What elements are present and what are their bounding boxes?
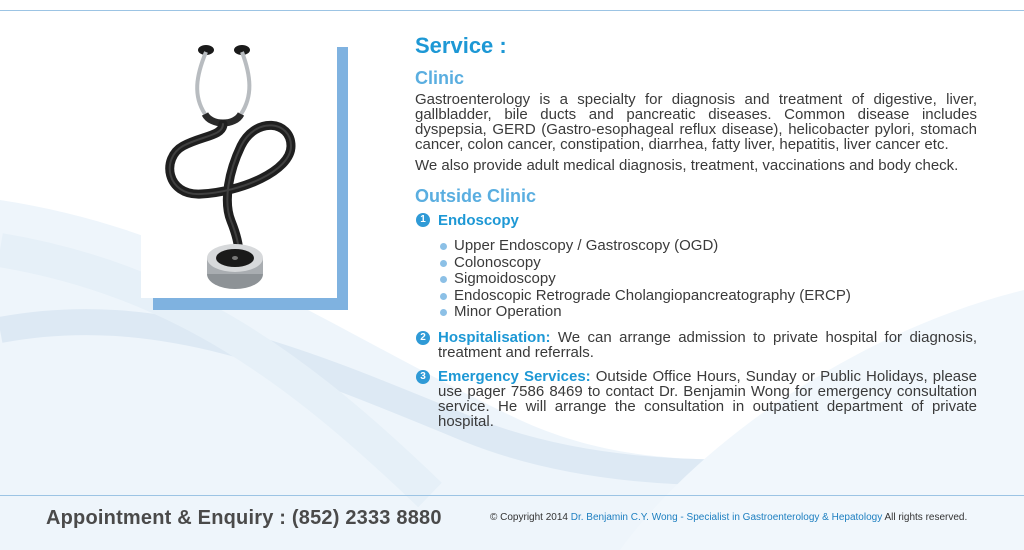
list-item xyxy=(440,238,977,255)
list-item-text: Colonoscopy xyxy=(454,253,541,271)
endoscopy-title: Endoscopy xyxy=(438,212,519,229)
list-item xyxy=(440,304,977,321)
clinic-heading: Clinic xyxy=(415,68,465,88)
page-title: Service : xyxy=(415,33,507,58)
appointment-enquiry: Appointment & Enquiry : (852) 2333 8880 xyxy=(46,507,442,529)
copyright-doctor: Dr. Benjamin C.Y. Wong - Specialist in Gastroenterology & Hepatology xyxy=(570,512,883,523)
bullet-icon xyxy=(440,260,447,267)
number-badge-2: 2 xyxy=(416,331,430,345)
list-item-text: Upper Endoscopy / Gastroscopy (OGD) xyxy=(454,237,719,254)
bullet-icon xyxy=(440,243,447,250)
hospitalisation-item xyxy=(415,330,977,360)
stethoscope-icon xyxy=(141,36,337,298)
copyright-notice xyxy=(490,512,967,523)
number-badge-1: 1 xyxy=(416,213,430,227)
emergency-text: Outside Office Hours, Sunday or Public Holidays, please use pager 7586 8469 to contact Dr. Benjamin Wong for emergency consultation service. He will arrange the consultation in outpatient department of private hospital. xyxy=(438,367,977,430)
bullet-icon xyxy=(440,293,447,300)
outside-clinic-heading: Outside Clinic xyxy=(415,186,537,206)
copyright-suffix: All rights reserved. xyxy=(884,512,968,523)
list-item-text: Minor Operation xyxy=(454,303,562,320)
endoscopy-item xyxy=(415,212,977,229)
list-item xyxy=(440,255,977,272)
hospitalisation-title: Hospitalisation: xyxy=(438,328,551,346)
emergency-item xyxy=(415,369,977,429)
emergency-title: Emergency Services: xyxy=(438,367,591,385)
stethoscope-image xyxy=(141,36,337,298)
endoscopy-list xyxy=(415,238,977,321)
number-badge-3: 3 xyxy=(416,370,430,384)
copyright-prefix: © Copyright 2014 xyxy=(490,512,568,523)
clinic-paragraph-2: We also provide adult medical diagnosis, treatment, vaccinations and body check. xyxy=(415,157,959,174)
list-item-text: Sigmoidoscopy xyxy=(454,270,556,287)
clinic-paragraph-1: Gastroenterology is a specialty for diagnosis and treatment of digestive, liver, gallbladder, bile ducts and pancreatic diseases. Common disease includes dyspepsia, GERD (Gastro-esophageal reflux disease), helicobacter pylori, stomach cancer, colon cancer, constipation, diarrhea, fatty liver, hepatitis, liver cancer etc. xyxy=(415,91,977,153)
list-item xyxy=(440,288,977,305)
hospitalisation-text: We can arrange admission to private hospital for diagnosis, treatment and referrals. xyxy=(438,328,977,361)
footer-divider xyxy=(0,495,1024,496)
list-item xyxy=(440,271,977,288)
service-content xyxy=(415,33,977,429)
list-item-text: Endoscopic Retrograde Cholangiopancreatography (ERCP) xyxy=(454,286,851,304)
bullet-icon xyxy=(440,309,447,316)
bullet-icon xyxy=(440,276,447,283)
